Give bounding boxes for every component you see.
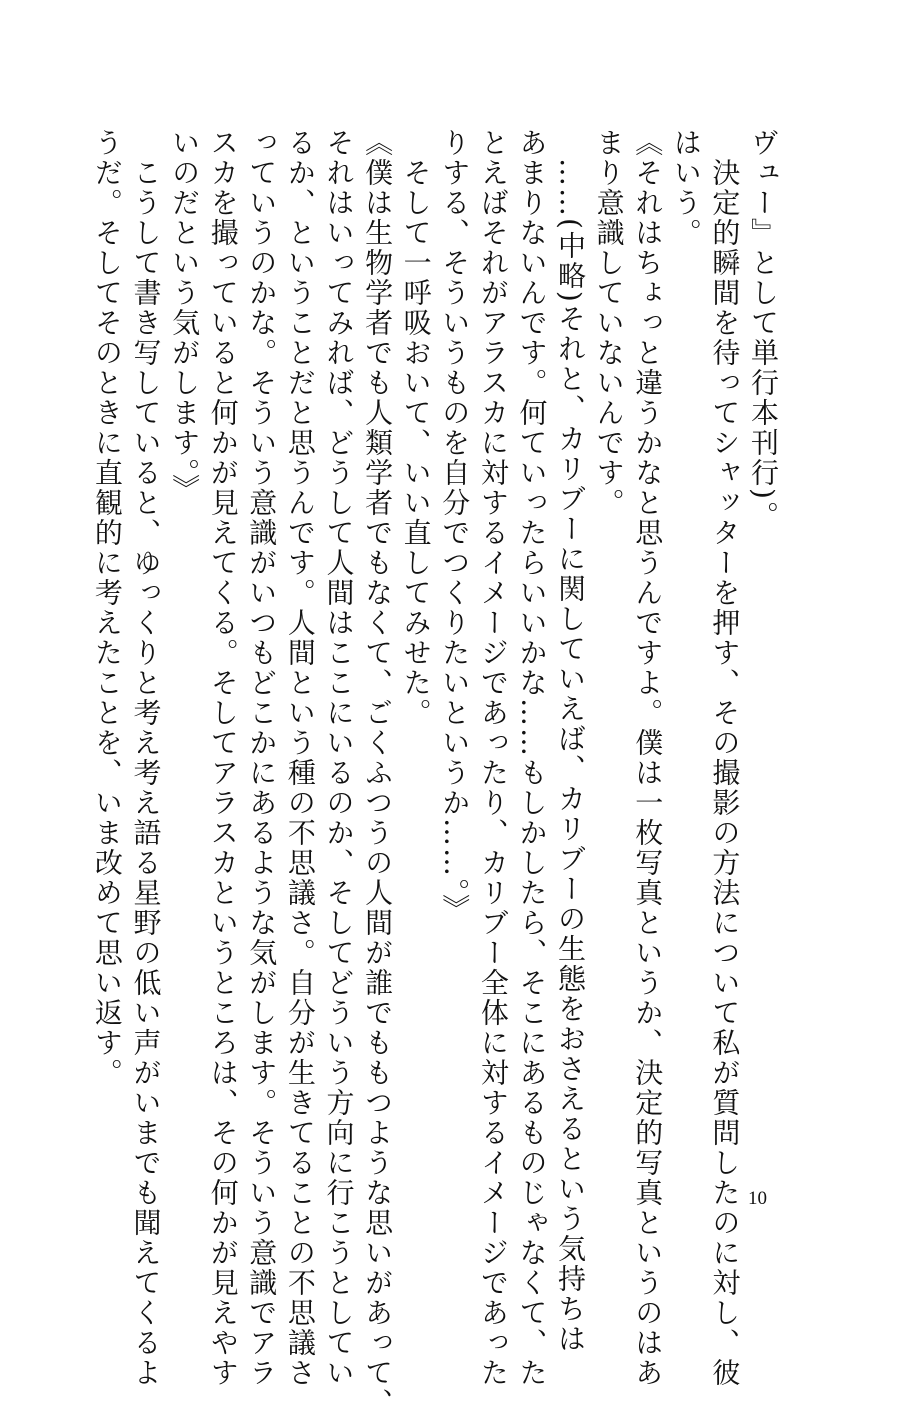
page-number: 10 [748,1188,767,1209]
text-line: りする、そういうものを自分でつくりたいというか……。》 [438,128,472,924]
text-line: スカを撮っていると何かが見えてくる。そしてアラスカというところは、その何かが見えやす [206,128,240,1388]
text-line: まり意識していないんです。 [592,128,626,518]
text-line: とえばそれがアラスカに対するイメージであったり、カリブー全体に対するイメージであった [476,128,510,1388]
text-line: こうして書き写していると、ゆっくりと考え考え語る星野の低い声がいまでも聞えてくるよ [129,128,163,1388]
text-line: 《僕は生物学者でも人類学者でもなくて、ごくふつうの人間が誰でももつような思いがあって、 [361,128,395,1418]
text-line: 決定的瞬間を待ってシャッターを押す、その撮影の方法について私が質問したのに対し、彼 [708,128,742,1388]
text-line: はいう。 [669,128,703,248]
text-line: るか、ということだと思うんです。人間という種の不思議さ。自分が生きてることの不思議さ [283,128,317,1388]
text-line: あまりないんです。何ていったらいいかな……もしかしたら、そこにあるものじゃなくて、た [515,128,549,1388]
text-line: そして一呼吸おいて、いい直してみせた。 [399,128,433,728]
text-line: いのだという気がします。》 [168,128,202,504]
text-line: それはいってみれば、どうして人間はここにいるのか、そしてどういう方向に行こうとしてい [322,128,356,1388]
text-line: 《それはちょっと違うかなと思うんですよ。僕は一枚写真というか、決定的写真というのはあ [631,128,665,1388]
text-line: ヴュー』として単行本刊行)。 [747,128,780,531]
text-line: うだ。そしてそのときに直観的に考えたことを、いま改めて思い返す。 [90,128,124,1088]
text-line: ……(中略)それと、カリブーに関していえば、カリブーの生態をおさえるという気持ちは [554,128,588,1354]
text-line: っていうのかな。そういう意識がいつもどこかにあるような気がします。そういう意識でアラ [245,128,279,1388]
